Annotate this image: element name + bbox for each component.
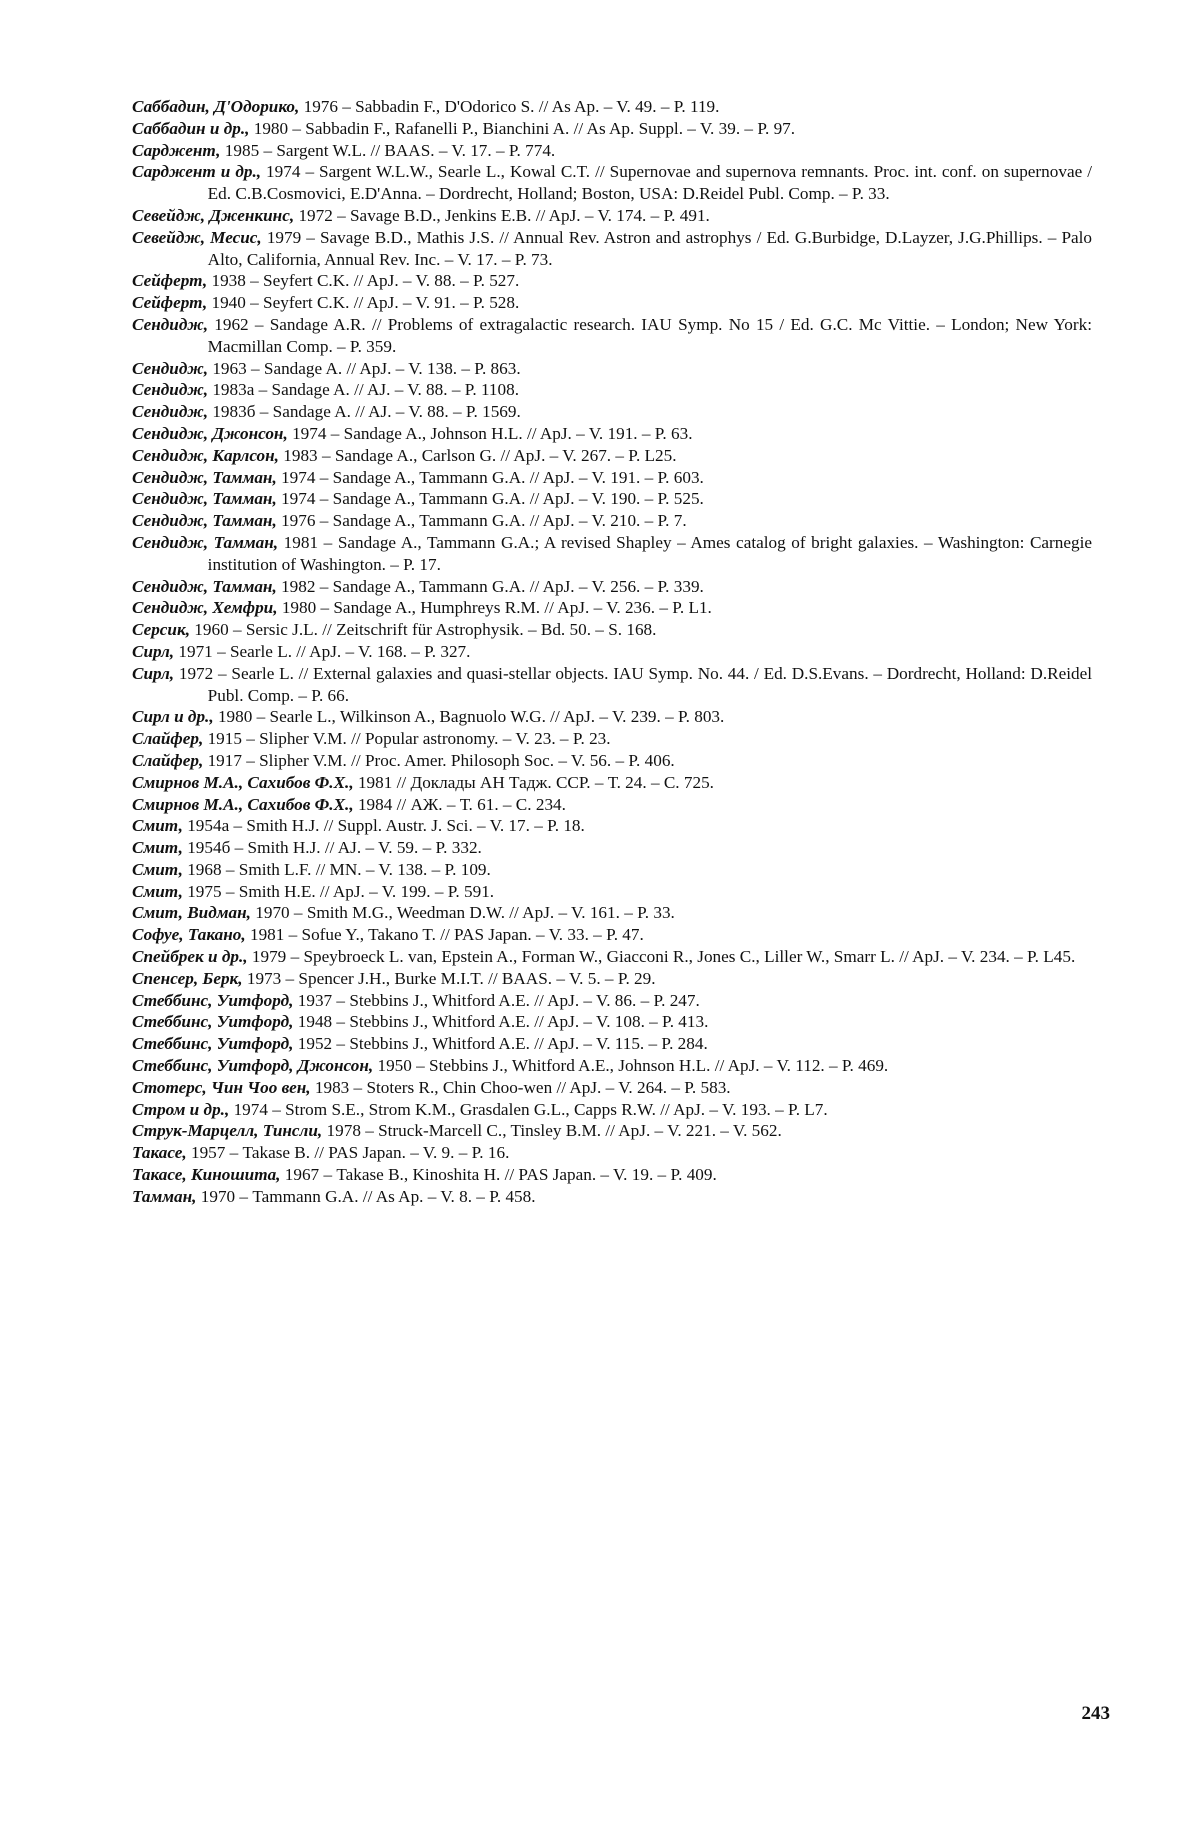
reference-entry [132,532,1097,576]
reference-details: 1937 – Stebbins J., Whitford A.E. // ApJ. – V. 86. – P. 247. [293,990,700,1010]
reference-authors: Смит, [132,859,183,879]
reference-authors: Сарджент и др., [132,162,262,182]
reference-authors: Саббадин и др., [132,118,250,138]
reference-details: 1954б – Smith H.J. // AJ. – V. 59. – P. 332. [182,838,482,858]
reference-authors: Стеббинс, Уитфорд, Джонсон, [132,1056,374,1076]
reference-authors: Стотерс, Чин Чоо вен, [132,1077,311,1097]
reference-entry [132,1055,1092,1077]
reference-authors: Сендидж, Хемфри, [132,598,278,618]
reference-authors: Серсик, [132,620,190,640]
reference-authors: Сирл, [132,641,175,661]
reference-details: 1979 – Speybroeck L. van, Epstein A., Forman W., Giacconi R., Jones C., Liller W., Smarr L. // ApJ. – V. 234. – P. L45. [247,947,1076,967]
reference-authors: Стеббинс, Уитфорд, [132,1012,294,1032]
reference-authors: Сендидж, Тамман, [132,489,277,509]
reference-details: 1981 – Sandage A., Tammann G.A.; A revised Shapley – Ames catalog of bright galaxies. – Washington: Carnegie institution of Washington. – P. 17. [207,532,1097,574]
reference-details: 1972 – Searle L. // External galaxies and quasi-stellar objects. IAU Symp. No. 44. / Ed. D.S.Evans. – Dordrecht, Holland: D.Reidel Publ. Comp. – P. 66. [174,663,1097,705]
reference-authors: Сендидж, Джонсон, [132,423,288,443]
reference-details: 1974 – Sandage A., Tammann G.A. // ApJ. – V. 190. – P. 525. [276,489,704,509]
reference-entry [132,510,1092,532]
reference-entry [132,576,1092,598]
reference-details: 1980 – Sabbadin F., Rafanelli P., Bianchini A. // As Ap. Suppl. – V. 39. – P. 97. [249,118,796,138]
reference-entry [132,902,1092,924]
reference-details: 1970 – Tammann G.A. // As Ap. – V. 8. – P. 458. [196,1186,536,1206]
reference-authors: Слайфер, [132,750,204,770]
reference-authors: Сейферт, [132,293,208,313]
reference-details: 1976 – Sabbadin F., D'Odorico S. // As Ap. – V. 49. – P. 119. [299,97,720,116]
reference-entry [132,1011,1092,1033]
reference-details: 1971 – Searle L. // ApJ. – V. 168. – P. 327. [174,641,471,661]
reference-details: 1981 // Доклады АН Тадж. ССР. – Т. 24. – С. 725. [353,772,714,792]
reference-entry [132,314,1097,358]
reference-authors: Сирл, [132,663,175,683]
reference-details: 1967 – Takase B., Kinoshita H. // PAS Japan. – V. 19. – P. 409. [280,1165,717,1185]
reference-authors: Севейдж, Месис, [132,227,262,247]
reference-entry [132,423,1092,445]
reference-authors: Спенсер, Берк, [132,968,243,988]
reference-authors: Смит, [132,816,183,836]
reference-authors: Такасе, Киношита, [132,1165,281,1185]
reference-details: 1938 – Seyfert C.K. // ApJ. – V. 88. – P. 527. [207,271,520,291]
reference-details: 1970 – Smith M.G., Weedman D.W. // ApJ. – V. 161. – P. 33. [250,903,675,923]
reference-details: 1975 – Smith H.E. // ApJ. – V. 199. – P. 591. [182,881,495,901]
reference-entry [132,1186,1092,1208]
reference-entry [132,227,1096,271]
reference-entry [132,140,1092,162]
reference-entry [132,946,1092,968]
reference-entry [132,815,1092,837]
reference-entry [132,205,1092,227]
reference-details: 1978 – Struck-Marcell C., Tinsley B.M. // ApJ. – V. 221. – V. 562. [322,1121,782,1141]
reference-authors: Смит, Видман, [132,903,251,923]
reference-entry [132,292,1092,314]
reference-authors: Слайфер, [132,729,204,749]
reference-details: 1973 – Spencer J.H., Burke M.I.T. // BAAS. – V. 5. – P. 29. [242,968,656,988]
reference-authors: Тамман, [132,1186,197,1206]
reference-authors: Сендидж, [132,314,209,334]
reference-details: 1980 – Searle L., Wilkinson A., Bagnuolo W.G. // ApJ. – V. 239. – P. 803. [213,707,725,727]
reference-entry [132,1142,1092,1164]
reference-details: 1983а – Sandage A. // AJ. – V. 88. – P. 1108. [208,380,520,400]
reference-entry [132,270,1092,292]
reference-authors: Стеббинс, Уитфорд, [132,1034,294,1054]
reference-entry [132,728,1092,750]
reference-details: 1974 – Sandage A., Tammann G.A. // ApJ. – V. 191. – P. 603. [276,467,704,487]
reference-details: 1972 – Savage B.D., Jenkins E.B. // ApJ. – V. 174. – P. 491. [294,205,710,225]
reference-authors: Спейбрек и др., [132,947,248,967]
reference-entry [132,488,1092,510]
reference-authors: Такасе, [132,1143,187,1163]
reference-entry [132,663,1097,707]
reference-entry [132,445,1092,467]
reference-details: 1940 – Seyfert C.K. // ApJ. – V. 91. – P. 528. [207,293,520,313]
reference-authors: Сендидж, Тамман, [132,467,277,487]
reference-entry [132,1033,1092,1055]
reference-details: 1984 // АЖ. – Т. 61. – С. 234. [353,794,566,814]
reference-authors: Струк-Марцелл, Тинсли, [132,1121,323,1141]
reference-details: 1952 – Stebbins J., Whitford A.E. // ApJ. – V. 115. – P. 284. [293,1034,708,1054]
reference-entry [132,990,1092,1012]
reference-details: 1983б – Sandage A. // AJ. – V. 88. – P. 1569. [208,402,521,422]
reference-details: 1960 – Sersic J.L. // Zeitschrift für Astrophysik. – Bd. 50. – S. 168. [190,620,657,640]
reference-authors: Севейдж, Дженкинс, [132,205,295,225]
reference-authors: Саббадин, Д'Одорико, [132,97,300,116]
reference-details: 1974 – Sargent W.L.W., Searle L., Kowal C.T. // Supernovae and supernova remnants. Proc. int. conf. on supernovae / Ed. C.B.Cosmovici, E.D'Anna. – Dordrecht, Holland; Boston, USA: D.Reidel Publ. Comp. – P. 33. [207,162,1097,204]
reference-authors: Смирнов М.А., Сахибов Ф.Х., [132,794,354,814]
reference-authors: Смит, [132,881,183,901]
reference-details: 1979 – Savage B.D., Mathis J.S. // Annual Rev. Astron and astrophys / Ed. G.Burbidge, D.Layzer, J.G.Phillips. – Palo Alto, California, Annual Rev. Inc. – V. 17. – P. 73. [207,227,1096,269]
reference-details: 1917 – Slipher V.M. // Proc. Amer. Philosoph Soc. – V. 56. – P. 406. [203,750,675,770]
reference-authors: Сарджент, [132,140,221,160]
reference-entry [132,1077,1092,1099]
reference-entry [132,794,1092,816]
reference-authors: Сендидж, [132,402,209,422]
reference-entry [132,1099,1092,1121]
page-number: 243 [1081,1703,1110,1724]
reference-entry [132,968,1092,990]
reference-entry [132,467,1092,489]
reference-details: 1985 – Sargent W.L. // BAAS. – V. 17. – P. 774. [220,140,556,160]
reference-authors: Смирнов М.А., Сахибов Ф.Х., [132,772,354,792]
reference-authors: Сейферт, [132,271,208,291]
reference-details: 1974 – Strom S.E., Strom K.M., Grasdalen G.L., Capps R.W. // ApJ. – V. 193. – P. L7. [229,1099,828,1119]
reference-details: 1983 – Stoters R., Chin Choo-wen // ApJ. – V. 264. – P. 583. [310,1077,731,1097]
reference-entry [132,358,1092,380]
reference-details: 1962 – Sandage A.R. // Problems of extragalactic research. IAU Symp. No 15 / Ed. G.C. Mc Vittie. – London; New York: Macmillan Comp. – P. 359. [207,314,1097,356]
reference-details: 1976 – Sandage A., Tammann G.A. // ApJ. – V. 210. – P. 7. [276,511,687,531]
reference-entry [132,641,1092,663]
reference-authors: Сендидж, Тамман, [132,532,279,552]
reference-entry [132,1164,1092,1186]
reference-authors: Сирл и др., [132,707,214,727]
reference-entry [132,401,1092,423]
reference-entry [132,118,1092,140]
reference-entry [132,859,1092,881]
reference-entry [132,96,1092,118]
reference-authors: Софуе, Такано, [132,925,246,945]
reference-details: 1981 – Sofue Y., Takano T. // PAS Japan. – V. 33. – P. 47. [245,925,644,945]
reference-entry [132,706,1092,728]
reference-details: 1915 – Slipher V.M. // Popular astronomy. – V. 23. – P. 23. [203,729,611,749]
reference-entry [132,619,1092,641]
reference-details: 1982 – Sandage A., Tammann G.A. // ApJ. – V. 256. – P. 339. [276,576,704,596]
reference-entry [132,597,1092,619]
reference-details: 1980 – Sandage A., Humphreys R.M. // ApJ. – V. 236. – P. L1. [277,598,712,618]
reference-entry [132,772,1092,794]
reference-entry [132,924,1092,946]
reference-authors: Стром и др., [132,1099,230,1119]
reference-entry [132,1120,1092,1142]
reference-details: 1974 – Sandage A., Johnson H.L. // ApJ. – V. 191. – P. 63. [287,423,693,443]
reference-details: 1950 – Stebbins J., Whitford A.E., Johnson H.L. // ApJ. – V. 112. – P. 469. [373,1056,889,1076]
reference-entry [132,750,1092,772]
reference-authors: Сендидж, Тамман, [132,576,277,596]
reference-details: 1968 – Smith L.F. // MN. – V. 138. – P. 109. [182,859,491,879]
reference-entry [132,837,1092,859]
reference-list [132,96,1097,1208]
reference-authors: Сендидж, [132,380,209,400]
reference-entry [132,161,1097,205]
reference-entry [132,379,1092,401]
reference-details: 1948 – Stebbins J., Whitford A.E. // ApJ. – V. 108. – P. 413. [293,1012,709,1032]
reference-entry [132,881,1092,903]
reference-details: 1954а – Smith H.J. // Suppl. Austr. J. Sci. – V. 17. – P. 18. [182,816,585,836]
reference-authors: Сендидж, [132,358,209,378]
reference-authors: Стеббинс, Уитфорд, [132,990,294,1010]
reference-authors: Сендидж, Тамман, [132,511,277,531]
reference-authors: Сендидж, Карлсон, [132,445,279,465]
reference-details: 1957 – Takase B. // PAS Japan. – V. 9. – P. 16. [186,1143,510,1163]
reference-authors: Смит, [132,838,183,858]
reference-details: 1963 – Sandage A. // ApJ. – V. 138. – P. 863. [208,358,521,378]
reference-details: 1983 – Sandage A., Carlson G. // ApJ. – V. 267. – P. L25. [278,445,677,465]
